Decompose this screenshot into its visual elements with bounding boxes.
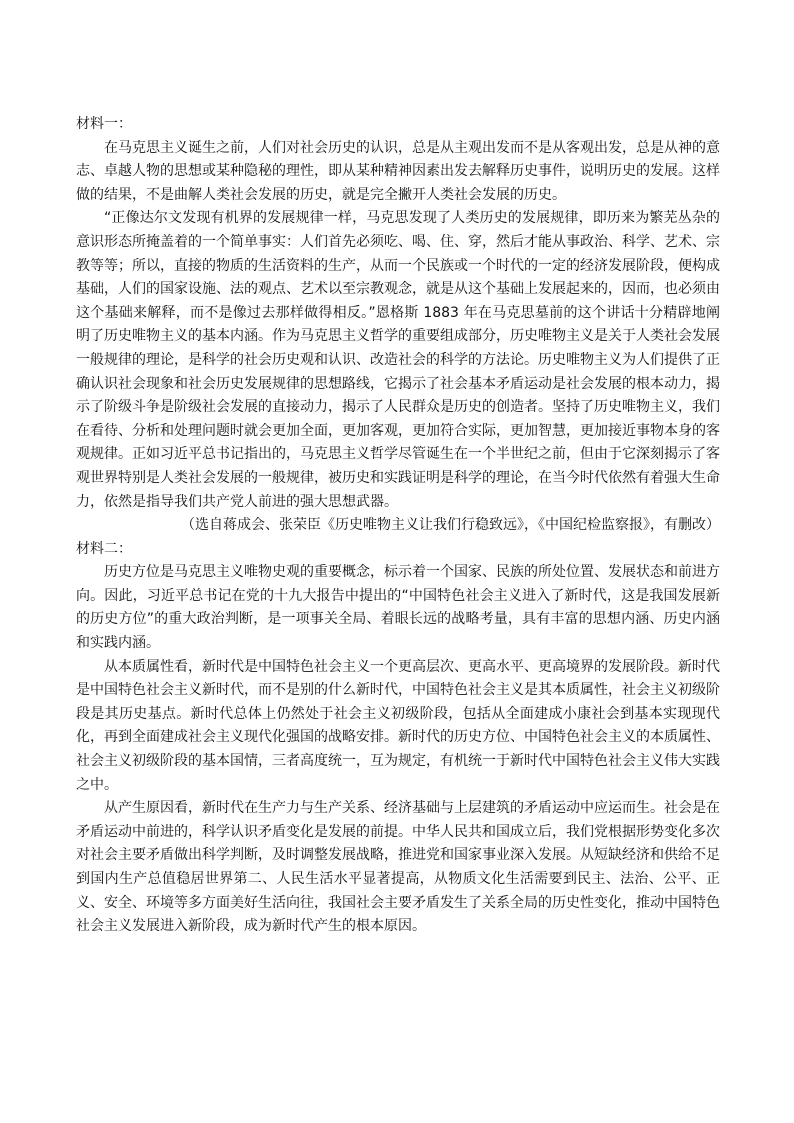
material-two-paragraph-1: 历史方位是马克思主义唯物史观的重要概念，标示着一个国家、民族的所处位置、发展状态和前进方向。因此，习近平总书记在党的十九大报告中提出的“中国特色社会主义进入了新时代，这是我国发展新的历史方位”的重大政治判断，是一项事关全局、着眼长远的战略考量，具有丰富的思想内涵、历史内涵和实践内涵。	[76, 564, 720, 652]
material-one-source-citation: （选自蒋成会、张荣臣《历史唯物主义让我们行稳致远》，《中国纪检监察报》，有删改）	[181, 517, 720, 534]
material-one-heading: 材料一：	[76, 116, 132, 132]
material-one-paragraph-1: 在马克思主义诞生之前，人们对社会历史的认识，总是从主观出发而不是从客观出发，总是从神的意志、卓越人物的思想或某种隐秘的理性，即从某种精神因素出发去解释历史事件，说明历史的发展。这样做的结果，不是曲解人类社会发展的历史，就是完全撇开人类社会发展的历史。	[76, 139, 720, 203]
material-two-paragraph-3: 从产生原因看，新时代在生产力与生产关系、经济基础与上层建筑的矛盾运动中应运而生。社会是在矛盾运动中前进的，科学认识矛盾变化是发展的前提。中华人民共和国成立后，我们党根据形势变化多次对社会主要矛盾做出科学判断，及时调整发展战略，推进党和国家事业深入发展。从短缺经济和供给不足到国内生产总值稳居世界第二、人民生活水平显著提高，从物质文化生活需要到民主、法治、公平、正义、安全、环境等多方面美好生活向往，我国社会主要矛盾发生了关系全局的历史性变化，推动中国特色社会主义发展进入新阶段，成为新时代产生的根本原因。	[76, 800, 720, 935]
material-two-heading: 材料二：	[76, 540, 132, 557]
material-one-paragraph-2: “正像达尔文发现有机界的发展规律一样，马克思发现了人类历史的发展规律，即历来为繁芜丛杂的意识形态所掩盖着的一个简单事实：人们首先必须吃、喝、住、穿，然后才能从事政治、科学、艺术、宗教等等；所以，直接的物质的生活资料的生产，从而一个民族或一个时代的一定的经济发展阶段，便构成基础，人们的国家设施、法的观点、艺术以至宗教观念，就是从这个基础上发展起来的，因而，也必须由这个基础来解释，而不是像过去那样做得相反。”恩格斯 1883 年在马克思墓前的这个讲话十分精辟地阐明了历史唯物主义的基本内涵。作为马克思主义哲学的重要组成部分，历史唯物主义是关于人类社会发展一般规律的理论，是科学的社会历史观和认识、改造社会的科学的方法论。历史唯物主义为人们提供了正确认识社会现象和社会历史发展规律的思想路线，它揭示了社会基本矛盾运动是社会发展的根本动力，揭示了阶级斗争是阶级社会发展的直接动力，揭示了人民群众是历史的创造者。坚持了历史唯物主义，我们在看待、分析和处理问题时就会更加全面，更加客观，更加符合实际，更加智慧，更加接近事物本身的客观规律。正如习近平总书记指出的，马克思主义哲学尽管诞生在一个半世纪之前，但由于它深刻揭示了客观世界特别是人类社会发展的一般规律，被历史和实践证明是科学的理论，在当今时代依然有着强大生命力，依然是指导我们共产党人前进的强大思想武器。	[76, 210, 720, 510]
material-two-paragraph-2: 从本质属性看，新时代是中国特色社会主义一个更高层次、更高水平、更高境界的发展阶段。新时代是中国特色社会主义新时代，而不是别的什么新时代，中国特色社会主义是其本质属性，社会主义初级阶段是其历史基点。新时代总体上仍然处于社会主义初级阶段，包括从全面建成小康社会到基本实现现代化，再到全面建成社会主义现代化强国的战略安排。新时代的历史方位、中国特色社会主义的本质属性、社会主义初级阶段的基本国情，三者高度统一，互为规定，有机统一于新时代中国特色社会主义伟大实践之中。	[76, 658, 720, 793]
document-body	[76, 113, 720, 939]
